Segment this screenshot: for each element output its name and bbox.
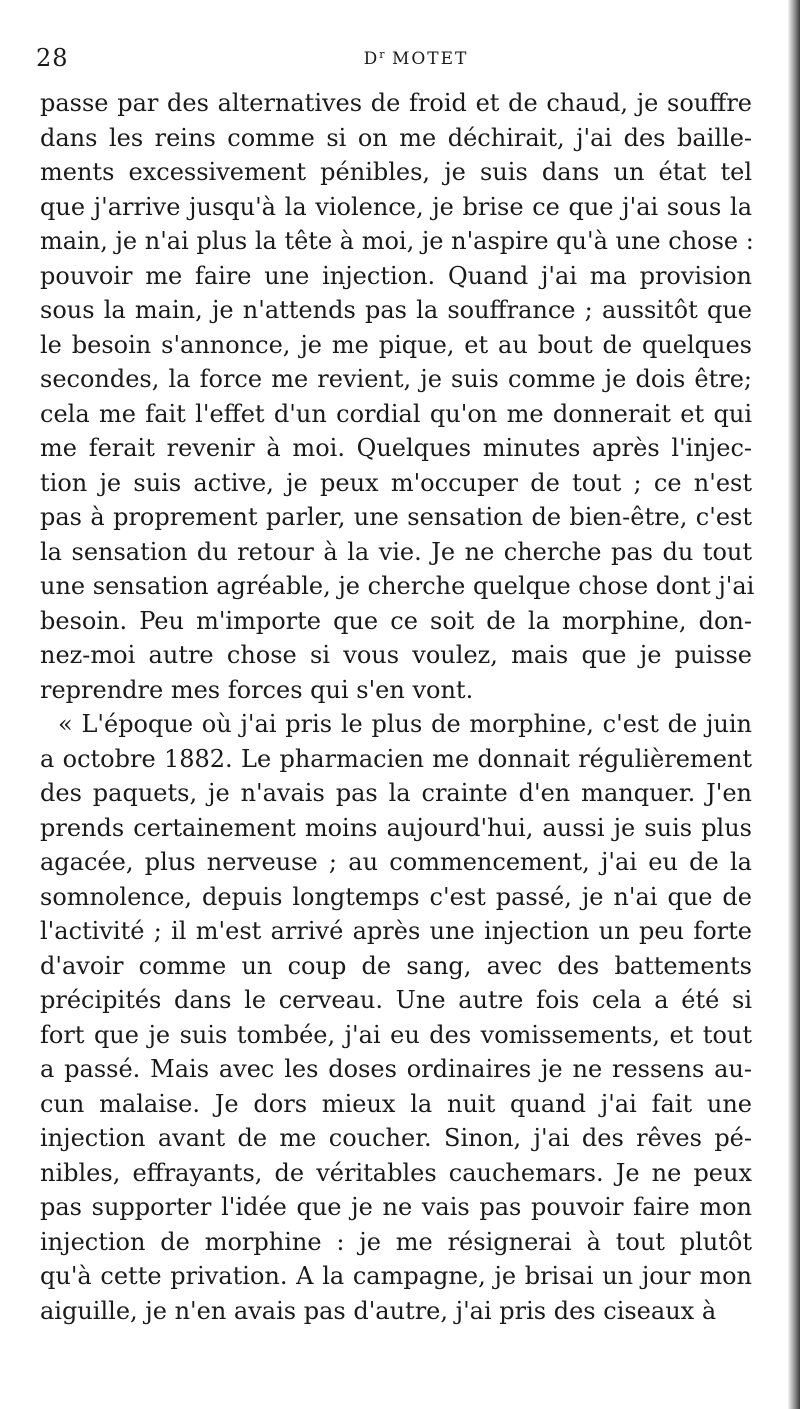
- text-line: ments excessivement pénibles, je suis dans un état tel: [40, 158, 752, 186]
- text-line: des paquets, je n'avais pas la crainte d'en manquer. J'en: [40, 779, 752, 807]
- text-line: injection de morphine : je me résignerai à tout plutôt: [40, 1227, 752, 1256]
- text-line: me ferait revenir à moi. Quelques minutes après l'injec-: [40, 434, 752, 462]
- text-line: l'activité ; il m'est arrivé après une injection un peu forte: [40, 917, 752, 945]
- text-line: qu'à cette privation. A la campagne, je brisai un jour mon: [40, 1262, 752, 1290]
- page-edge-shadow: [788, 0, 800, 1409]
- text-line: secondes, la force me revient, je suis comme je dois être;: [40, 365, 752, 393]
- text-line: nibles, effrayants, de véritables cauchemars. Je ne peux: [40, 1158, 752, 1187]
- text-line: agacée, plus nerveuse ; au commencement, j'ai eu de la: [40, 848, 752, 876]
- text-line: pouvoir me faire une injection. Quand j'ai ma provision: [40, 261, 752, 290]
- text-line: prends certainement moins aujourd'hui, aussi je suis plus: [40, 813, 752, 842]
- text-line: besoin. Peu m'importe que ce soit de la morphine, don-: [40, 606, 752, 635]
- text-line: le besoin s'annonce, je me pique, et au bout de quelques: [40, 330, 752, 359]
- author-name: MOTET: [391, 49, 469, 69]
- text-line: passe par des alternatives de froid et de chaud, je souffre: [40, 89, 752, 117]
- text-line: aiguille, je n'en avais pas d'autre, j'ai pris des ciseaux à: [40, 1296, 717, 1325]
- author-suffix: r: [379, 48, 385, 61]
- paragraph: [40, 707, 752, 1328]
- text-line: la sensation du retour à la vie. Je ne cherche pas du tout: [40, 537, 752, 566]
- text-line: une sensation agréable, je cherche quelque chose dont j'ai: [40, 572, 755, 600]
- text-line: tion je suis active, je peux m'occuper de tout ; ce n'est: [40, 468, 752, 497]
- text-line: cun malaise. Je dors mieux la nuit quand j'ai fait une: [40, 1089, 752, 1118]
- text-line: précipités dans le cerveau. Une autre fois cela a été si: [40, 986, 752, 1014]
- text-line: dans les reins comme si on me déchirait, j'ai des baille-: [40, 123, 752, 152]
- text-line: cela me fait l'effet d'un cordial qu'on me donnerait et qui: [40, 399, 752, 428]
- text-line: fort que je suis tombée, j'ai eu des vomissements, et tout: [40, 1020, 752, 1049]
- page-header: [36, 44, 756, 76]
- text-line: main, je n'ai plus la tête à moi, je n'aspire qu'à une chose :: [40, 227, 754, 255]
- text-line: a octobre 1882. Le pharmacien me donnait régulièrement: [40, 744, 752, 773]
- text-line: a passé. Mais avec les doses ordinaires je ne ressens au-: [40, 1055, 752, 1083]
- running-head: [36, 48, 796, 69]
- author-prefix: D: [363, 49, 380, 69]
- text-line: pas à proprement parler, une sensation de bien-être, c'est: [40, 503, 752, 531]
- text-line: nez-moi autre chose si vous voulez, mais que je puisse: [40, 641, 752, 669]
- text-line: d'avoir comme un coup de sang, avec des battements: [40, 951, 752, 980]
- text-line: sous la main, je n'attends pas la souffrance ; aussitôt que: [40, 296, 752, 324]
- text-line: que j'arrive jusqu'à la violence, je brise ce que j'ai sous la: [40, 192, 752, 221]
- body-text: [40, 86, 755, 1328]
- paragraph: [40, 86, 755, 707]
- text-line: « L'époque où j'ai pris le plus de morphine, c'est de juin: [58, 710, 752, 738]
- page-number: 28: [36, 44, 69, 72]
- text-line: reprendre mes forces qui s'en vont.: [40, 675, 474, 704]
- text-line: somnolence, depuis longtemps c'est passé, je n'ai que de: [40, 882, 752, 911]
- text-line: injection avant de me coucher. Sinon, j'ai des rêves pé-: [40, 1124, 752, 1152]
- text-line: pas supporter l'idée que je ne vais pas pouvoir faire mon: [40, 1193, 752, 1221]
